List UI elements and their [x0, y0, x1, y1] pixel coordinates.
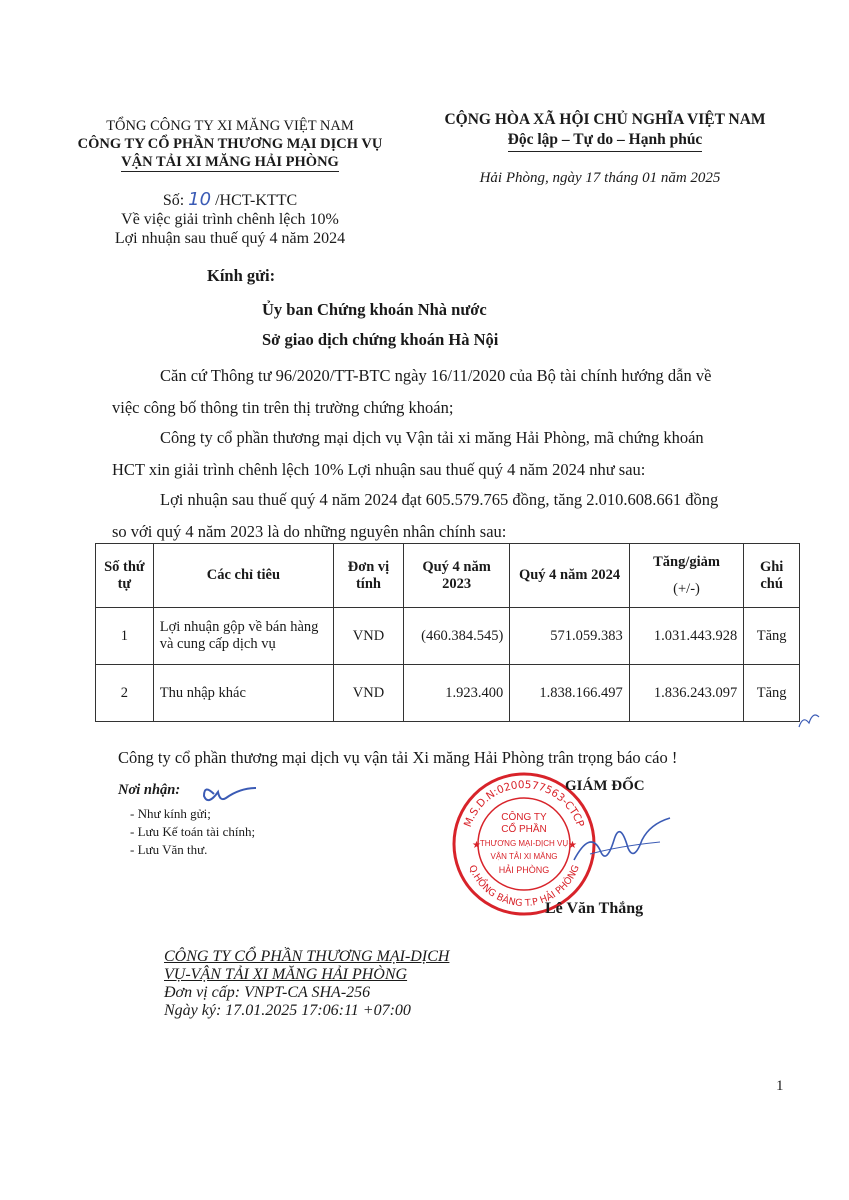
ref-number: 10 [188, 189, 212, 210]
stamp-bottom-text: Q.HỒNG BÀNG T.P HẢI PHÒNG [466, 863, 582, 910]
org-line-3: VẬN TẢI XI MĂNG HẢI PHÒNG [121, 154, 339, 170]
org-line-2: CÔNG TY CỔ PHẦN THƯƠNG MẠI DỊCH VỤ [77, 136, 383, 152]
table-row [96, 665, 800, 722]
stamp-inner-5: HẢI PHÒNG [498, 865, 550, 875]
date-line: Hải Phòng, ngày 17 tháng 01 năm 2025 [479, 170, 721, 186]
cell-note: Tăng [744, 665, 800, 722]
explanation-table [95, 543, 800, 722]
signature-title: GIÁM ĐỐC [565, 778, 645, 794]
stamp-inner-1: CÔNG TY [501, 812, 547, 823]
org-line-1: TỔNG CÔNG TY XI MĂNG VIỆT NAM [106, 118, 354, 134]
cell-unit: VND [334, 665, 404, 722]
cell-change: 1.836.243.097 [629, 665, 743, 722]
col-stt: Số thứ tự [96, 544, 154, 608]
handwritten-signature-icon [570, 810, 680, 880]
signer-name: Lê Văn Thắng [545, 900, 644, 917]
ds-line-1: CÔNG TY CỔ PHẦN THƯƠNG MẠI-DỊCH [164, 948, 450, 965]
cell-criteria: Thu nhập khác [153, 665, 333, 722]
p1-line-2: việc công bố thông tin trên thị trường chứng khoán; [112, 398, 454, 417]
cell-q4-2023: 1.923.400 [403, 665, 509, 722]
ds-line-4: Ngày ký: 17.01.2025 17:06:11 +07:00 [164, 1002, 411, 1019]
margin-initials-mark [795, 705, 825, 733]
ref-prefix: Số: [162, 192, 185, 209]
stamp-outer-text: M.S.D.N:0200577563-CTCP [461, 778, 587, 829]
cell-note: Tăng [744, 608, 800, 665]
list-item: - Lưu Kế toán tài chính; [130, 823, 255, 841]
paragraph-legal-basis [112, 360, 792, 424]
handwritten-initial-icon [200, 782, 260, 808]
greeting: Kính gửi: [207, 266, 276, 285]
closing-sentence: Công ty cổ phần thương mại dịch vụ vận tải Xi măng Hải Phòng trân trọng báo cáo ! [118, 748, 678, 767]
paragraph-profit [112, 484, 792, 548]
cell-unit: VND [334, 608, 404, 665]
organization-header [40, 117, 420, 172]
ds-line-2: VỤ-VẬN TẢI XI MĂNG HẢI PHÒNG [164, 966, 408, 983]
p2-line-1: Công ty cổ phần thương mại dịch vụ Vận tải xi măng Hải Phòng, mã chứng khoán [160, 428, 704, 447]
col-change [629, 544, 743, 608]
p3-line-1: Lợi nhuận sau thuế quý 4 năm 2024 đạt 605.579.765 đồng, tăng 2.010.608.661 đồng [160, 490, 719, 509]
subject-line-2: Lợi nhuận sau thuế quý 4 năm 2024 [114, 230, 346, 247]
stamp-inner-2: CỔ PHẦN [501, 824, 547, 835]
p2-line-2: HCT xin giải trình chênh lệch 10% Lợi nhuận sau thuế quý 4 năm 2024 như sau: [112, 460, 646, 479]
col-q4-2024: Quý 4 năm 2024 [510, 544, 630, 608]
cell-change: 1.031.443.928 [629, 608, 743, 665]
col-note: Ghi chú [744, 544, 800, 608]
col-criteria: Các chỉ tiêu [153, 544, 333, 608]
national-header [415, 110, 795, 152]
cell-stt: 1 [96, 608, 154, 665]
document-reference [40, 190, 420, 248]
stamp-star-left-icon: ★ [472, 840, 481, 851]
stamp-star-right-icon: ★ [568, 840, 577, 851]
stamp-inner-4: VẬN TẢI XI MĂNG [490, 852, 558, 861]
cell-criteria: Lợi nhuận gộp về bán hàng và cung cấp dịch vụ [153, 608, 333, 665]
p1-line-1: Căn cứ Thông tư 96/2020/TT-BTC ngày 16/11/2020 của Bộ tài chính hướng dẫn về [160, 366, 712, 385]
col-change-label: Tăng/giảm [653, 553, 720, 570]
list-item: - Lưu Văn thư. [130, 841, 255, 859]
col-unit: Đơn vị tính [334, 544, 404, 608]
addressee-2: Sở giao dịch chứng khoán Hà Nội [262, 330, 499, 349]
stamp-inner-3: THƯƠNG MẠI-DỊCH VỤ [479, 839, 569, 848]
recipients-label: Nơi nhận: [118, 782, 181, 798]
cell-q4-2023: (460.384.545) [403, 608, 509, 665]
table-header-row [96, 544, 800, 608]
paragraph-company [112, 422, 792, 486]
recipients-list [130, 805, 255, 859]
addressee-1: Ủy ban Chứng khoán Nhà nước [262, 300, 487, 319]
subject-line-1: Về việc giải trình chênh lệch 10% [121, 211, 339, 228]
ds-line-3: Đơn vị cấp: VNPT-CA SHA-256 [164, 984, 371, 1001]
col-change-sign: (+/-) [673, 580, 700, 597]
col-q4-2023: Quý 4 năm 2023 [403, 544, 509, 608]
cell-q4-2024: 1.838.166.497 [510, 665, 630, 722]
p3-line-2: so với quý 4 năm 2023 là do những nguyên nhân chính sau: [112, 522, 507, 541]
page-number: 1 [776, 1078, 784, 1094]
table-row [96, 608, 800, 665]
motto: Độc lập – Tự do – Hạnh phúc [508, 130, 703, 152]
country-title: CỘNG HÒA XÃ HỘI CHỦ NGHĨA VIỆT NAM [444, 111, 766, 128]
cell-q4-2024: 571.059.383 [510, 608, 630, 665]
cell-stt: 2 [96, 665, 154, 722]
list-item: - Như kính gửi; [130, 805, 255, 823]
digital-signature-block [164, 948, 449, 1020]
ref-code: /HCT-KTTC [215, 192, 298, 209]
